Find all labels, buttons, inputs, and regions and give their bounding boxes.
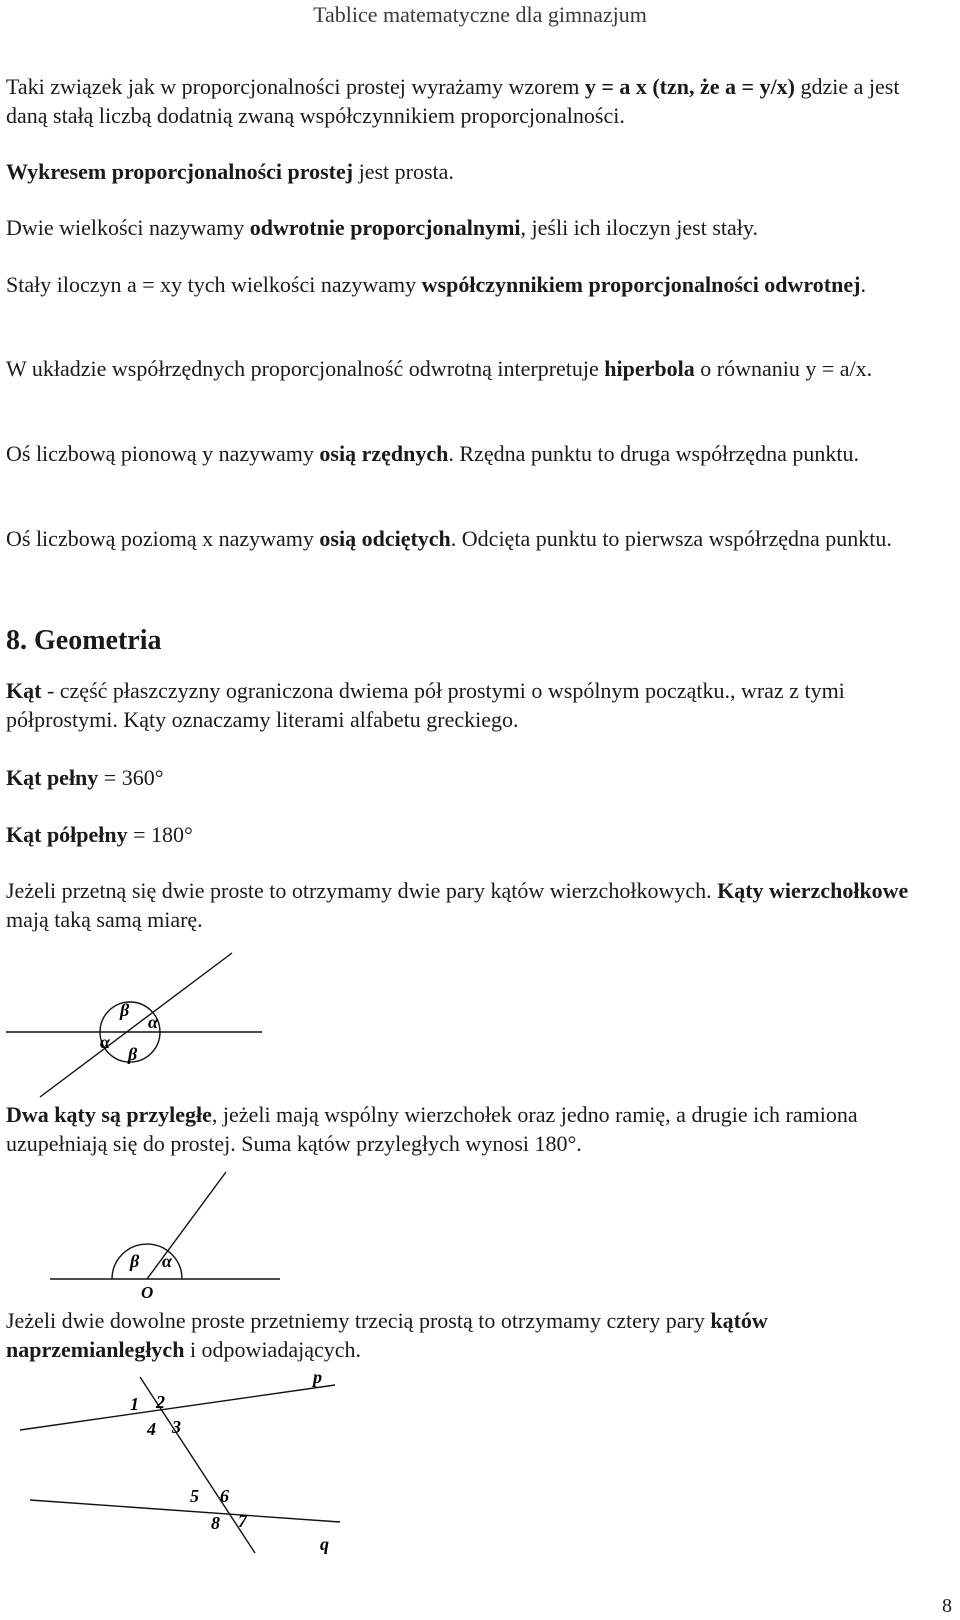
paragraph-direct-proportion-formula — [6, 72, 936, 130]
term-bold: Kąt — [6, 678, 42, 703]
text: jest prosta. — [353, 159, 454, 184]
term-bold: Kąt półpełny — [6, 822, 128, 847]
text: . — [860, 272, 866, 297]
text: Stały iloczyn a = xy tych wielkości nazywamy — [6, 272, 422, 297]
adjacent-angles-diagram — [0, 1170, 300, 1300]
label-beta-top: β — [120, 1000, 130, 1020]
label-alpha: α — [162, 1251, 172, 1271]
text: Jeżeli dwie dowolne proste przetniemy trzecią prostą to otrzymamy cztery pary — [6, 1308, 711, 1333]
paragraph-x-axis — [6, 524, 936, 553]
paragraph-transversal — [6, 1306, 936, 1364]
term-bold: osią odciętych — [319, 526, 451, 551]
vertical-angles-diagram — [0, 950, 300, 1100]
text: gdzie a jest daną stałą liczbą dodatnią zwaną współczynnikiem proporcjonalności. — [6, 74, 900, 128]
paragraph-y-axis — [6, 439, 936, 468]
term-bold: hiperbola — [604, 356, 695, 381]
text: Jeżeli przetną się dwie proste to otrzymamy dwie pary kątów wierzchołkowych. — [6, 878, 718, 903]
text: . Rzędna punktu to druga współrzędna punktu. — [448, 441, 859, 466]
label-alpha-left: α — [100, 1032, 110, 1052]
paragraph-adjacent-angles — [6, 1100, 936, 1158]
text: i odpowiadających. — [184, 1337, 361, 1362]
label-6: 6 — [220, 1486, 229, 1506]
label-5: 5 — [190, 1486, 199, 1506]
text: Oś liczbową pionową y nazywamy — [6, 441, 320, 466]
label-1: 1 — [130, 1394, 139, 1414]
paragraph-inverse-proportion — [6, 213, 936, 242]
label-vertex-o: O — [141, 1283, 154, 1300]
label-beta-bottom: β — [128, 1044, 138, 1064]
paragraph-hyperbola — [6, 354, 936, 383]
label-q: q — [320, 1534, 329, 1554]
text: , jeśli ich iloczyn jest stały. — [520, 215, 758, 240]
term-bold: osią rzędnych — [319, 441, 449, 466]
term-bold: kątów naprzemianległych — [6, 1308, 768, 1362]
text: = 360° — [98, 765, 164, 790]
label-2: 2 — [156, 1392, 165, 1412]
term-bold: Dwa kąty są przyległe — [6, 1102, 212, 1127]
term-bold: Kąt pełny — [6, 765, 99, 790]
term-bold: Wykresem proporcjonalności prostej — [6, 159, 354, 184]
page-number: 8 — [942, 1595, 952, 1617]
label-4: 4 — [147, 1419, 156, 1439]
text: . Odcięta punktu to pierwsza współrzędna punktu. — [450, 526, 892, 551]
line-q — [30, 1500, 340, 1522]
text: mają taką samą miarę. — [6, 907, 203, 932]
paragraph-angle-definition — [6, 676, 936, 734]
label-7: 7 — [238, 1511, 247, 1531]
text: Oś liczbową poziomą x nazywamy — [6, 526, 320, 551]
term-bold: odwrotnie proporcjonalnymi — [249, 215, 521, 240]
text: o równaniu y = a/x. — [694, 356, 873, 381]
text: Dwie wielkości nazywamy — [6, 215, 250, 240]
term-bold: współczynnikiem proporcjonalności odwrotnej — [421, 272, 861, 297]
paragraph-inverse-coefficient — [6, 270, 936, 299]
label-alpha-right: α — [148, 1012, 158, 1032]
paragraph-vertical-angles — [6, 876, 936, 934]
label-8: 8 — [211, 1513, 220, 1533]
label-p: p — [313, 1367, 322, 1387]
oblique-line — [40, 953, 232, 1097]
transversal-diagram — [0, 1365, 360, 1555]
page-header: Tablice matematyczne dla gimnazjum — [313, 2, 647, 27]
term-bold: Kąty wierzchołkowe — [717, 878, 909, 903]
text: = 180° — [127, 822, 193, 847]
paragraph-full-angle — [6, 763, 936, 792]
paragraph-direct-proportion-graph — [6, 157, 936, 186]
paragraph-straight-angle — [6, 820, 936, 849]
text: - część płaszczyzny ograniczona dwiema pół prostymi o wspólnym początku., wraz z tymi półprostymi. Kąty oznaczamy literami alfabetu greckiego. — [6, 678, 845, 732]
formula-bold: y = a x (tzn, że a = y/x) — [584, 74, 796, 99]
common-ray — [147, 1172, 226, 1279]
text: , jeżeli mają wspólny wierzchołek oraz jedno ramię, a drugie ich ramiona uzupełniają się do prostej. Suma kątów przyległych wynosi 180°. — [6, 1102, 858, 1156]
label-beta: β — [130, 1251, 140, 1271]
label-3: 3 — [172, 1417, 181, 1437]
text: W układzie współrzędnych proporcjonalność odwrotną interpretuje — [6, 356, 605, 381]
text: Taki związek jak w proporcjonalności prostej wyrażamy wzorem — [6, 74, 585, 99]
section-heading: 8. Geometria — [6, 625, 162, 656]
